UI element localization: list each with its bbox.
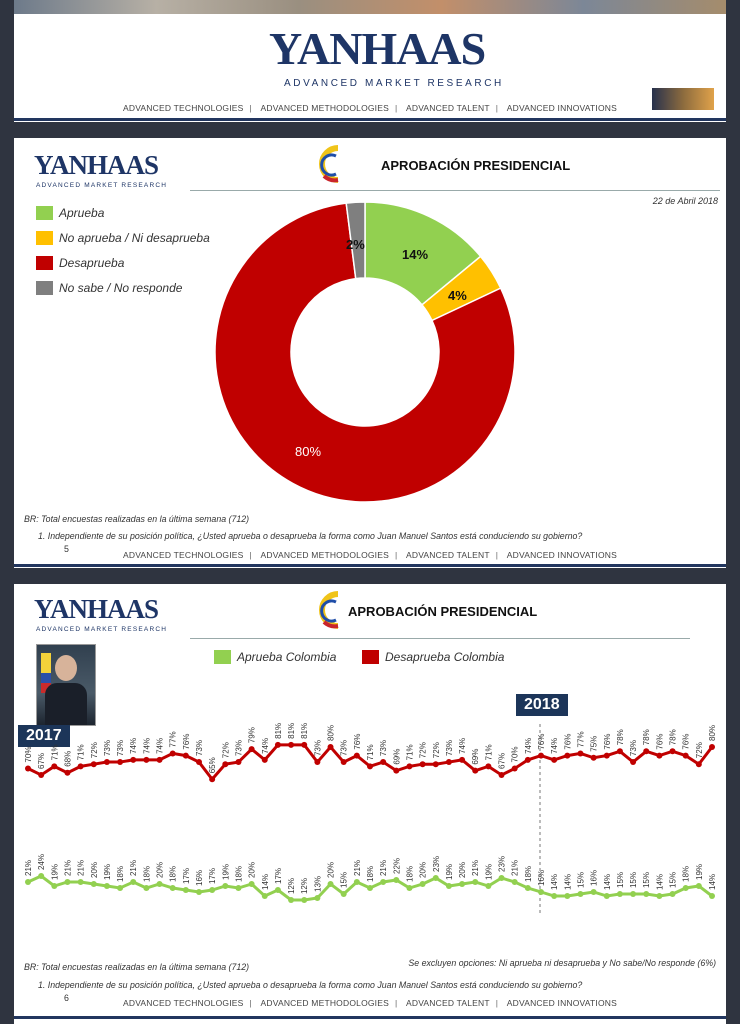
label-desaprueba: 76% — [655, 733, 665, 750]
label-aprueba: 19% — [444, 863, 454, 880]
point-aprueba — [551, 893, 557, 899]
point-aprueba — [683, 885, 689, 891]
label-desaprueba: 74% — [260, 737, 270, 754]
point-desaprueba — [314, 759, 320, 765]
label-desaprueba: 74% — [129, 737, 139, 754]
point-aprueba — [367, 885, 373, 891]
label-desaprueba: 69% — [392, 748, 402, 765]
label-desaprueba: 74% — [458, 737, 468, 754]
slide2-logo: YANHAAS — [34, 594, 159, 624]
point-aprueba — [446, 883, 452, 889]
label-aprueba: 20% — [155, 861, 165, 878]
label-aprueba: 17% — [208, 867, 218, 884]
link-methodologies[interactable]: ADVANCED METHODOLOGIES — [260, 998, 389, 1008]
slide1-title-rule — [190, 190, 720, 191]
point-aprueba — [709, 893, 715, 899]
link-innovations[interactable]: ADVANCED INNOVATIONS — [506, 103, 618, 113]
label-aprueba: 21% — [24, 859, 33, 876]
point-aprueba — [485, 883, 491, 889]
link-technologies[interactable]: ADVANCED TECHNOLOGIES — [122, 550, 244, 560]
point-desaprueba — [301, 742, 307, 748]
slide1-page: 5 — [64, 544, 69, 554]
label-aprueba: 20% — [326, 861, 336, 878]
point-aprueba — [78, 879, 84, 885]
label-desaprueba: 76% — [681, 733, 691, 750]
year-badge-2018: 2018 — [516, 694, 568, 716]
label-aprueba: 18% — [142, 865, 152, 882]
point-desaprueba — [485, 763, 491, 769]
label-desaprueba: 65% — [208, 757, 218, 774]
point-aprueba — [249, 881, 255, 887]
point-desaprueba — [328, 744, 334, 750]
label-aprueba: 15% — [629, 871, 639, 888]
point-desaprueba — [591, 755, 597, 761]
point-desaprueba — [170, 750, 176, 756]
label-desaprueba: 80% — [326, 724, 336, 741]
label-desaprueba: 78% — [668, 729, 678, 746]
point-aprueba — [670, 891, 676, 897]
legend-desaprueba: Desaprueba — [36, 256, 124, 270]
link-talent[interactable]: ADVANCED TALENT — [405, 998, 490, 1008]
label-aprueba: 19% — [102, 863, 112, 880]
point-desaprueba — [525, 757, 531, 763]
label-aprueba: 21% — [129, 859, 139, 876]
label-desaprueba: 72% — [418, 742, 428, 759]
slide2-bottom-rule — [14, 1016, 726, 1019]
label-desaprueba: 69% — [471, 748, 481, 765]
label-aprueba: 22% — [392, 857, 402, 874]
donut-label-aprueba: 14% — [402, 247, 429, 262]
point-aprueba — [538, 889, 544, 895]
point-aprueba — [157, 881, 163, 887]
slide-trend — [14, 584, 726, 1024]
brand-tagline: ADVANCED MARKET RESEARCH — [284, 78, 504, 89]
point-aprueba — [51, 883, 57, 889]
label-aprueba: 19% — [50, 863, 60, 880]
slide1-logo: YANHAAS — [34, 150, 159, 180]
label-aprueba: 18% — [405, 865, 415, 882]
point-desaprueba — [564, 753, 570, 759]
label-aprueba: 15% — [339, 871, 349, 888]
header-rule — [14, 118, 726, 121]
point-aprueba — [459, 881, 465, 887]
point-desaprueba — [406, 763, 412, 769]
approval-trend-chart — [14, 714, 726, 954]
point-aprueba — [499, 875, 505, 881]
label-aprueba: 14% — [260, 873, 270, 890]
label-desaprueba: 73% — [102, 740, 112, 757]
label-desaprueba: 73% — [195, 740, 204, 757]
slide1-base-note: BR: Total encuestas realizadas en la última semana (712) — [24, 514, 250, 524]
slide1-footer-links: ADVANCED TECHNOLOGIES | ADVANCED METHODOLOGIES | ADVANCED TALENT | ADVANCED INNOVATIONS — [122, 550, 618, 560]
point-desaprueba — [551, 757, 557, 763]
slide-donut — [14, 138, 726, 568]
label-desaprueba: 76% — [537, 733, 546, 750]
point-desaprueba — [459, 757, 465, 763]
label-aprueba: 15% — [642, 871, 652, 888]
label-desaprueba: 73% — [629, 740, 639, 757]
point-desaprueba — [577, 750, 583, 756]
link-talent[interactable]: ADVANCED TALENT — [405, 550, 490, 560]
label-desaprueba: 73% — [234, 740, 244, 757]
point-aprueba — [525, 885, 531, 891]
label-desaprueba: 71% — [484, 744, 494, 761]
slide1-title: APROBACIÓN PRESIDENCIAL — [381, 158, 571, 173]
label-aprueba: 21% — [352, 859, 362, 876]
point-desaprueba — [51, 763, 57, 769]
label-desaprueba: 73% — [379, 740, 389, 757]
point-aprueba — [564, 893, 570, 899]
point-aprueba — [196, 889, 202, 895]
header-photo-strip — [14, 0, 726, 14]
label-aprueba: 14% — [563, 873, 573, 890]
label-aprueba: 15% — [668, 871, 678, 888]
point-desaprueba — [262, 757, 268, 763]
label-desaprueba: 81% — [300, 722, 310, 739]
point-desaprueba — [196, 759, 202, 765]
point-aprueba — [288, 897, 294, 903]
point-aprueba — [630, 891, 636, 897]
link-innovations[interactable]: ADVANCED INNOVATIONS — [506, 550, 618, 560]
label-aprueba: 16% — [537, 869, 546, 886]
point-desaprueba — [104, 759, 110, 765]
label-aprueba: 23% — [431, 855, 441, 872]
label-aprueba: 16% — [195, 869, 204, 886]
point-aprueba — [301, 897, 307, 903]
label-aprueba: 15% — [576, 871, 586, 888]
label-aprueba: 18% — [681, 865, 691, 882]
slide2-page: 6 — [64, 993, 69, 1003]
point-desaprueba — [512, 766, 518, 772]
point-aprueba — [617, 891, 623, 897]
label-aprueba: 14% — [602, 873, 612, 890]
label-desaprueba: 74% — [155, 737, 165, 754]
point-aprueba — [354, 879, 360, 885]
label-aprueba: 14% — [550, 873, 560, 890]
slide1-logo-tagline: ADVANCED MARKET RESEARCH — [36, 182, 168, 189]
label-aprueba: 14% — [655, 873, 665, 890]
label-aprueba: 20% — [418, 861, 428, 878]
label-desaprueba: 74% — [142, 737, 152, 754]
point-desaprueba — [354, 753, 360, 759]
slide2-title: APROBACIÓN PRESIDENCIAL — [348, 604, 538, 619]
label-aprueba: 24% — [37, 853, 47, 870]
label-desaprueba: 73% — [339, 740, 349, 757]
point-aprueba — [143, 885, 149, 891]
label-aprueba: 13% — [313, 875, 323, 892]
label-desaprueba: 72% — [694, 742, 704, 759]
legend-aprueba-colombia: Aprueba Colombia — [214, 650, 336, 664]
point-desaprueba — [341, 759, 347, 765]
point-aprueba — [170, 885, 176, 891]
point-aprueba — [393, 877, 399, 883]
point-desaprueba — [183, 753, 189, 759]
point-aprueba — [262, 893, 268, 899]
label-desaprueba: 76% — [602, 733, 612, 750]
point-desaprueba — [235, 759, 241, 765]
point-desaprueba — [604, 753, 610, 759]
label-aprueba: 16% — [589, 869, 599, 886]
point-aprueba — [275, 887, 281, 893]
label-aprueba: 18% — [234, 865, 244, 882]
label-aprueba: 21% — [76, 859, 86, 876]
point-aprueba — [209, 887, 215, 893]
label-aprueba: 21% — [510, 859, 520, 876]
slide1-bottom-rule — [14, 564, 726, 567]
label-aprueba: 18% — [366, 865, 375, 882]
label-aprueba: 12% — [287, 877, 297, 894]
label-aprueba: 23% — [497, 855, 507, 872]
label-aprueba: 19% — [694, 863, 704, 880]
label-desaprueba: 70% — [24, 746, 33, 763]
point-desaprueba — [709, 744, 715, 750]
slide2-footer-links: ADVANCED TECHNOLOGIES | ADVANCED METHODOLOGIES | ADVANCED TALENT | ADVANCED INNOVATIONS — [122, 998, 618, 1008]
point-aprueba — [696, 883, 702, 889]
point-aprueba — [104, 883, 110, 889]
point-desaprueba — [249, 746, 255, 752]
donut-label-desaprueba: 80% — [295, 444, 322, 459]
point-aprueba — [38, 873, 44, 879]
point-desaprueba — [380, 759, 386, 765]
label-desaprueba: 71% — [50, 744, 60, 761]
point-desaprueba — [38, 772, 44, 778]
label-aprueba: 20% — [89, 861, 99, 878]
point-desaprueba — [393, 768, 399, 774]
label-aprueba: 19% — [484, 863, 494, 880]
point-desaprueba — [367, 763, 373, 769]
brand-logo: YANHAAS — [269, 23, 486, 74]
point-aprueba — [420, 881, 426, 887]
point-aprueba — [433, 875, 439, 881]
label-desaprueba: 78% — [615, 729, 625, 746]
point-desaprueba — [143, 757, 149, 763]
link-innovations[interactable]: ADVANCED INNOVATIONS — [506, 998, 618, 1008]
point-desaprueba — [446, 759, 452, 765]
point-aprueba — [472, 879, 478, 885]
point-aprueba — [656, 893, 662, 899]
legend-aprueba: Aprueba — [36, 206, 104, 220]
point-desaprueba — [538, 753, 544, 759]
link-talent[interactable]: ADVANCED TALENT — [405, 103, 490, 113]
year-badge-2017: 2017 — [18, 725, 70, 747]
label-desaprueba: 71% — [405, 744, 415, 761]
point-desaprueba — [25, 766, 31, 772]
legend-ns: No sabe / No responde — [36, 281, 182, 295]
label-aprueba: 21% — [379, 859, 389, 876]
label-aprueba: 18% — [116, 865, 126, 882]
point-desaprueba — [222, 761, 228, 767]
header-thumbnail — [652, 88, 714, 110]
slide1-question: 1. Independiente de su posición política, ¿Usted aprueba o desaprueba la forma como Juan Manuel Santos está conduciendo su gobierno? — [38, 531, 583, 541]
slide2-logo-tagline: ADVANCED MARKET RESEARCH — [36, 626, 168, 633]
point-aprueba — [591, 889, 597, 895]
point-desaprueba — [117, 759, 123, 765]
point-desaprueba — [472, 768, 478, 774]
slide2-base-note: BR: Total encuestas realizadas en la última semana (712) — [24, 962, 250, 972]
point-aprueba — [183, 887, 189, 893]
label-desaprueba: 77% — [576, 731, 586, 748]
point-desaprueba — [630, 759, 636, 765]
point-aprueba — [406, 885, 412, 891]
label-desaprueba: 81% — [273, 722, 283, 739]
label-desaprueba: 68% — [63, 750, 73, 767]
point-aprueba — [25, 879, 31, 885]
point-desaprueba — [656, 753, 662, 759]
point-desaprueba — [617, 748, 623, 754]
point-desaprueba — [499, 772, 505, 778]
point-aprueba — [64, 879, 70, 885]
colombia-c-icon — [314, 144, 340, 184]
point-aprueba — [130, 879, 136, 885]
point-aprueba — [235, 885, 241, 891]
label-desaprueba: 71% — [76, 744, 86, 761]
label-desaprueba: 80% — [708, 724, 717, 741]
label-desaprueba: 76% — [352, 733, 362, 750]
label-desaprueba: 72% — [221, 742, 231, 759]
point-desaprueba — [209, 776, 215, 782]
label-desaprueba: 73% — [313, 740, 323, 757]
point-desaprueba — [130, 757, 136, 763]
colombia-c-icon — [314, 590, 340, 630]
header-slide — [14, 0, 726, 122]
label-desaprueba: 76% — [563, 733, 573, 750]
label-aprueba: 19% — [221, 863, 231, 880]
label-desaprueba: 77% — [168, 731, 178, 748]
label-aprueba: 17% — [273, 867, 283, 884]
label-aprueba: 20% — [458, 861, 468, 878]
label-desaprueba: 67% — [497, 752, 507, 769]
point-aprueba — [604, 893, 610, 899]
link-methodologies[interactable]: ADVANCED METHODOLOGIES — [260, 550, 389, 560]
point-desaprueba — [683, 753, 689, 759]
label-aprueba: 21% — [63, 859, 73, 876]
label-desaprueba: 67% — [37, 752, 47, 769]
label-desaprueba: 79% — [247, 727, 257, 744]
label-desaprueba: 73% — [116, 740, 126, 757]
label-aprueba: 12% — [300, 877, 310, 894]
label-aprueba: 18% — [168, 865, 178, 882]
label-desaprueba: 78% — [642, 729, 652, 746]
point-aprueba — [512, 879, 518, 885]
slide2-exclusion-note: Se excluyen opciones: Ni aprueba ni desaprueba y No sabe/No responde (6%) — [408, 958, 716, 968]
point-aprueba — [314, 895, 320, 901]
link-technologies[interactable]: ADVANCED TECHNOLOGIES — [122, 998, 244, 1008]
label-desaprueba: 74% — [523, 737, 533, 754]
point-desaprueba — [433, 761, 439, 767]
label-aprueba: 21% — [471, 859, 481, 876]
point-aprueba — [91, 881, 97, 887]
point-aprueba — [380, 879, 386, 885]
point-desaprueba — [643, 748, 649, 754]
label-aprueba: 18% — [523, 865, 533, 882]
label-desaprueba: 74% — [550, 737, 560, 754]
label-desaprueba: 76% — [181, 733, 191, 750]
approval-donut-chart — [210, 202, 530, 502]
slide2-question: 1. Independiente de su posición política, ¿Usted aprueba o desaprueba la forma como Juan Manuel Santos está conduciendo su gobierno? — [38, 980, 583, 990]
label-desaprueba: 72% — [89, 742, 99, 759]
point-desaprueba — [78, 763, 84, 769]
label-desaprueba: 73% — [444, 740, 454, 757]
label-desaprueba: 70% — [510, 746, 520, 763]
label-aprueba: 20% — [247, 861, 257, 878]
label-desaprueba: 71% — [366, 744, 375, 761]
legend-desaprueba-colombia: Desaprueba Colombia — [362, 650, 504, 664]
point-desaprueba — [670, 748, 676, 754]
header-links: ADVANCED TECHNOLOGIES | ADVANCED METHODOLOGIES | ADVANCED TALENT | ADVANCED INNOVATIONS — [122, 103, 618, 113]
label-aprueba: 15% — [615, 871, 625, 888]
label-desaprueba: 72% — [431, 742, 441, 759]
point-aprueba — [643, 891, 649, 897]
label-desaprueba: 75% — [589, 735, 599, 752]
point-desaprueba — [420, 761, 426, 767]
point-aprueba — [222, 883, 228, 889]
link-technologies[interactable]: ADVANCED TECHNOLOGIES — [122, 103, 244, 113]
point-aprueba — [341, 891, 347, 897]
label-aprueba: 17% — [181, 867, 191, 884]
point-aprueba — [328, 881, 334, 887]
donut-label-ni: 4% — [448, 288, 467, 303]
label-desaprueba: 81% — [287, 722, 297, 739]
point-desaprueba — [288, 742, 294, 748]
legend-ni: No aprueba / Ni desaprueba — [36, 231, 210, 245]
point-desaprueba — [275, 742, 281, 748]
point-aprueba — [117, 885, 123, 891]
slide2-title-rule — [190, 638, 690, 639]
point-aprueba — [577, 891, 583, 897]
point-desaprueba — [696, 761, 702, 767]
donut-label-ns: 2% — [346, 237, 365, 252]
point-desaprueba — [157, 757, 163, 763]
link-methodologies[interactable]: ADVANCED METHODOLOGIES — [260, 103, 389, 113]
label-aprueba: 14% — [708, 873, 717, 890]
slide1-date: 22 de Abril 2018 — [652, 196, 718, 206]
point-desaprueba — [91, 761, 97, 767]
point-desaprueba — [64, 770, 70, 776]
